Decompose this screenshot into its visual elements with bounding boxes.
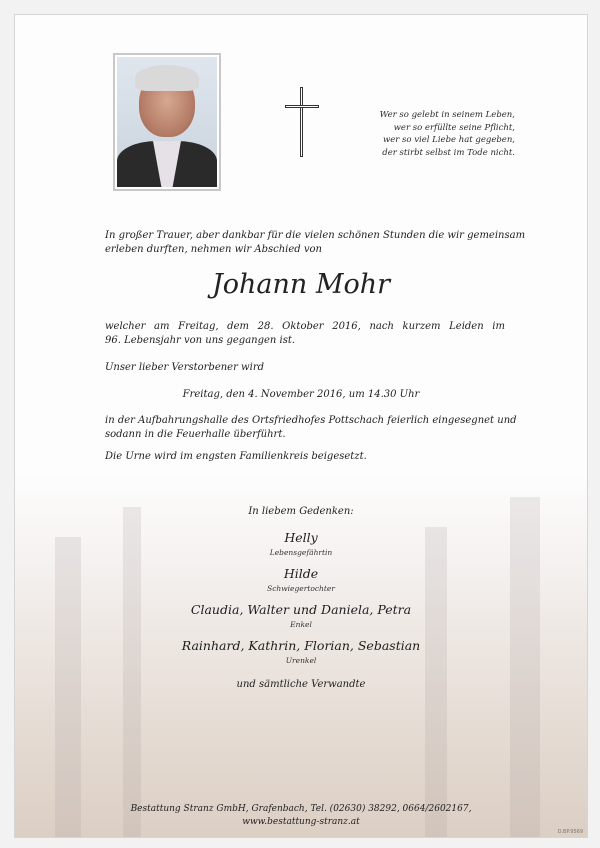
ceremony-intro: Unser lieber Verstorbener wird [105, 362, 264, 373]
mourner-role: Urenkel [285, 656, 317, 665]
mourner-role: Schwiegertochter [267, 584, 335, 593]
mourner-name: Claudia, Walter und Daniela, Petra [190, 602, 412, 617]
poem-line: wer so viel Liebe hat gegeben, [382, 135, 515, 146]
document-code: D.BP.9569 [557, 829, 583, 835]
death-line: welcher am Freitag, dem 28. Oktober 2016, nach kurzem Leiden im [105, 321, 505, 332]
mourner-name: Rainhard, Kathrin, Florian, Sebastian [181, 638, 421, 653]
poem-line: Wer so gelebt in seinem Leben, [379, 110, 515, 120]
ceremony-date: Freitag, den 4. November 2016, um 14.30 Uhr [182, 389, 420, 400]
ceremony-place-line: sodann in die Feuerhalle überführt. [105, 429, 286, 440]
intro-line: erleben durften, nehmen wir Abschied von [105, 244, 322, 255]
mourner-name: Helly [284, 530, 318, 545]
mourner-name: Hilde [283, 566, 319, 581]
portrait-photo [113, 53, 221, 191]
poem-line: wer so erfüllte seine Pflicht, [393, 122, 515, 133]
cross-icon [285, 87, 319, 157]
mourners-title: In liebem Gedenken: [248, 506, 354, 517]
mourners-closing: und sämtliche Verwandte [236, 679, 366, 690]
mourner-role: Lebensgefährtin [269, 548, 333, 557]
urn-notice: Die Urne wird im engsten Familienkreis beigesetzt. [105, 451, 367, 462]
intro-text [105, 229, 526, 257]
death-line: 96. Lebensjahr von uns gegangen ist. [105, 335, 296, 346]
obituary-sheet [14, 14, 588, 838]
poem-line: der stirbt selbst im Tode nicht. [382, 147, 515, 158]
footer-contact: Bestattung Stranz GmbH, Grafenbach, Tel. (02630) 38292, 0664/2602167, [130, 804, 472, 814]
death-notice [105, 320, 505, 348]
intro-line: In großer Trauer, aber dankbar für die vielen schönen Stunden die wir gemeinsam [105, 230, 526, 241]
funeral-home-footer [15, 803, 587, 828]
ceremony-place-line: in der Aufbahrungshalle des Ortsfriedhofes Pottschach feierlich eingesegnet und [105, 415, 517, 426]
mourner-role: Enkel [290, 620, 312, 629]
memorial-poem [315, 109, 515, 159]
footer-website: www.bestattung-stranz.at [242, 816, 360, 827]
deceased-name: Johann Mohr [211, 269, 391, 300]
